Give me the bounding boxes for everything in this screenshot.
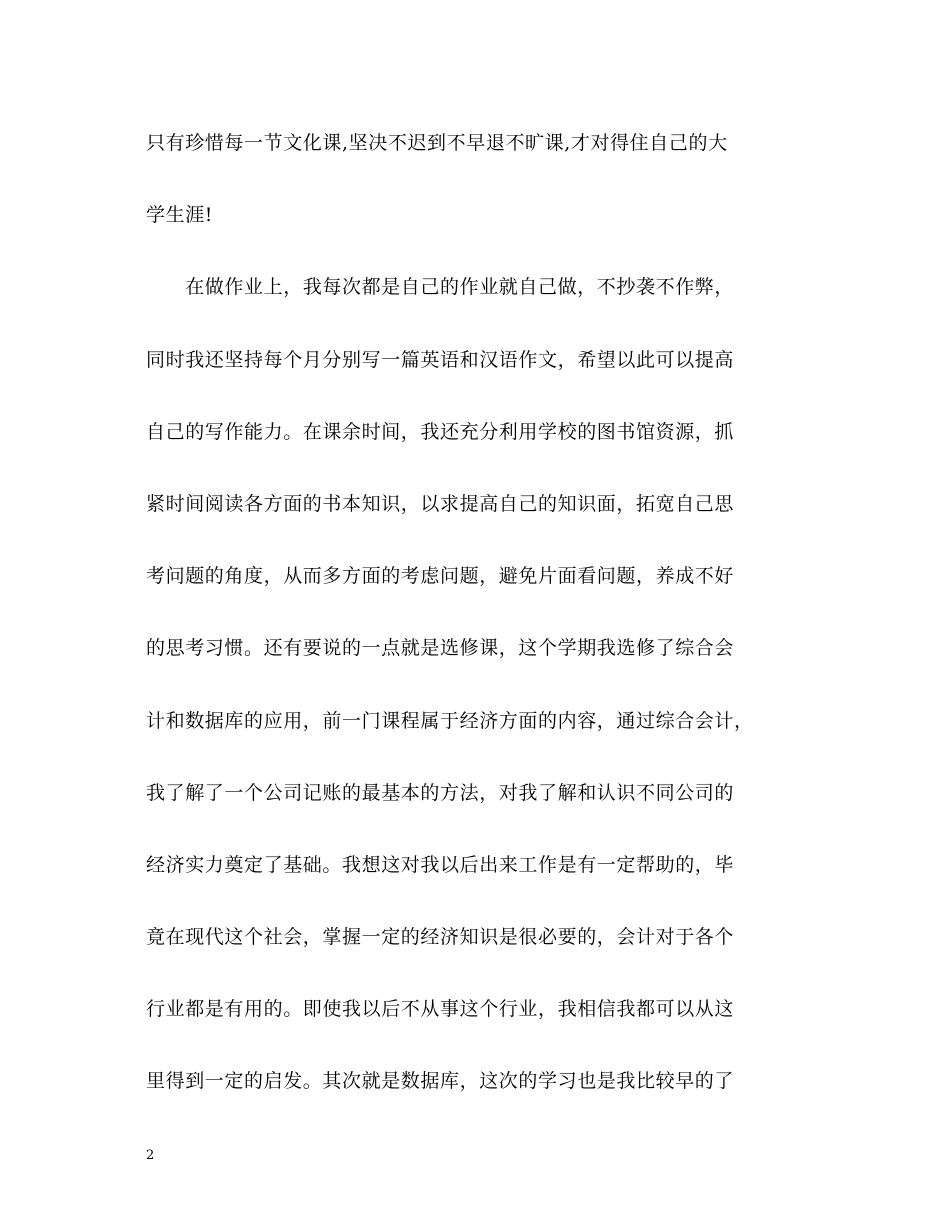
text-line: 我了解了一个公司记账的最基本的方法，对我了解和认识不同公司的 xyxy=(146,781,735,804)
text-line: 同时我还坚持每个月分别写一篇英语和汉语作文，希望以此可以提高 xyxy=(146,348,735,371)
text-line: 只有珍惜每一节文化课,坚决不迟到不早退不旷课,才对得住自己的大 xyxy=(146,132,728,154)
page-number: 2 xyxy=(146,1148,155,1163)
text-line: 自己的写作能力。在课余时间，我还充分利用学校的图书馆资源，抓 xyxy=(146,420,735,443)
text-line: 行业都是有用的。即使我以后不从事这个行业，我相信我都可以从这 xyxy=(146,998,735,1021)
text-line: 紧时间阅读各方面的书本知识，以求提高自己的知识面，拓宽自己思 xyxy=(146,492,735,515)
text-line: 考问题的角度，从而多方面的考虑问题，避免片面看问题，养成不好 xyxy=(146,565,735,588)
body-text xyxy=(146,123,806,1134)
text-line: 竟在现代这个社会，掌握一定的经济知识是很必要的，会计对于各个 xyxy=(146,926,735,949)
text-line: 经济实力奠定了基础。我想这对我以后出来工作是有一定帮助的，毕 xyxy=(146,853,735,876)
text-line: 计和数据库的应用，前一门课程属于经济方面的内容，通过综合会计， xyxy=(146,709,754,732)
text-line: 在做作业上，我每次都是自己的作业就自己做，不抄袭不作弊， xyxy=(146,276,735,299)
text-line: 的思考习惯。还有要说的一点就是选修课，这个学期我选修了综合会 xyxy=(146,637,735,660)
text-line: 学生涯! xyxy=(146,204,214,227)
text-line: 里得到一定的启发。其次就是数据库，这次的学习也是我比较早的了 xyxy=(146,1070,735,1093)
